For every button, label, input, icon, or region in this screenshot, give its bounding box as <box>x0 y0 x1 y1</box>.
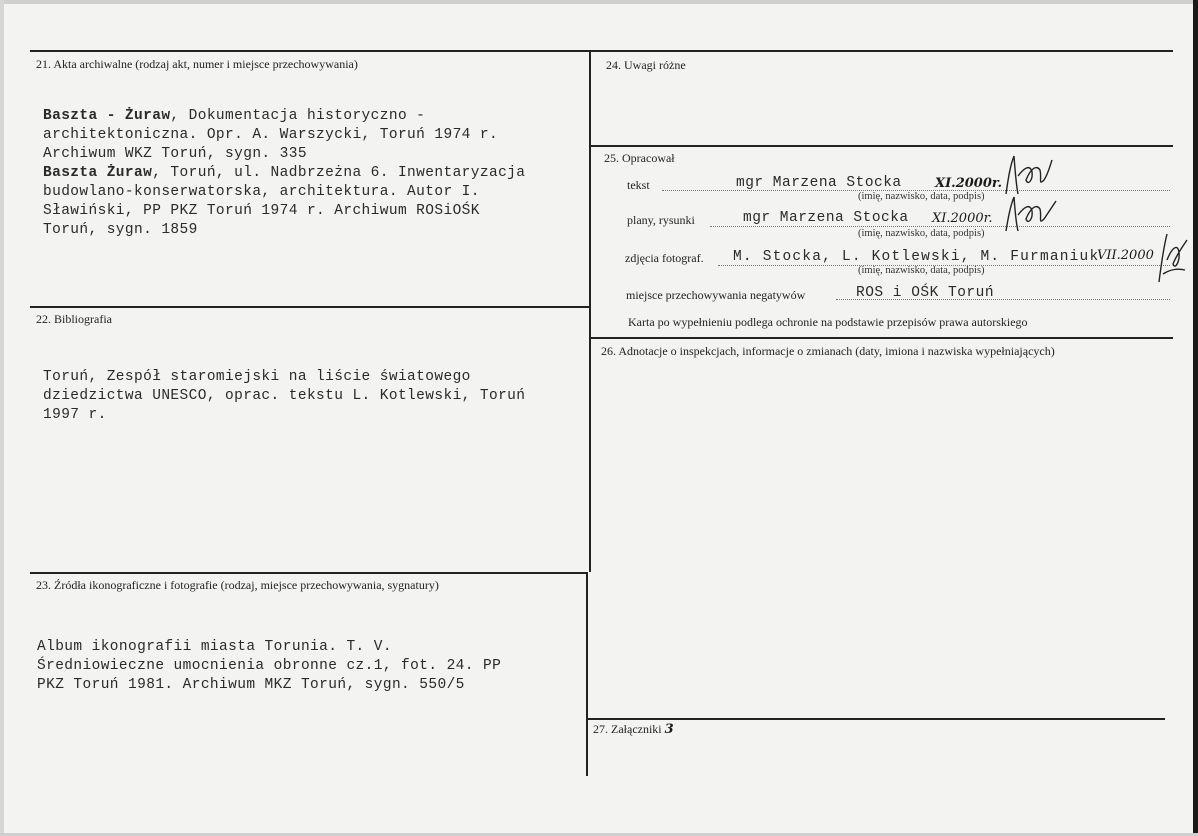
photos-author-hint: (imię, nazwisko, data, podpis) <box>858 265 985 276</box>
rule-24-25 <box>590 145 1173 147</box>
drawings-author-value: mgr Marzena Stocka <box>743 210 909 226</box>
rule-22-23 <box>30 572 588 574</box>
photos-author-value: M. Stocka, L. Kotlewski, M. Furmaniuk <box>733 249 1100 265</box>
signature-3 <box>1155 230 1191 286</box>
archival-entry: Toruń, sygn. 1859 <box>43 222 198 238</box>
rule-26-27 <box>587 718 1165 720</box>
section-22-label: 22. Bibliografia <box>36 312 112 326</box>
drawings-author-label: plany, rysunki <box>627 213 695 227</box>
bibliography-line: Toruń, Zespół staromiejski na liście światowego <box>43 369 471 385</box>
bibliography <box>43 349 525 444</box>
photos-author-date: VII.2000 <box>1097 248 1154 263</box>
source-line: Średniowieczne umocnienia obronne cz.1, fot. 24. PP <box>37 658 502 674</box>
text-author-label: tekst <box>627 178 650 192</box>
page-edge <box>0 0 1198 4</box>
center-divider-lower <box>586 572 588 776</box>
section-24-label: 24. Uwagi różne <box>606 58 686 72</box>
signature-2 <box>1000 193 1060 235</box>
source-line: PKZ Toruń 1981. Archiwum MKZ Toruń, sygn. 550/5 <box>37 677 465 693</box>
text-author-hint: (imię, nazwisko, data, podpis) <box>858 191 985 202</box>
section-25-label: 25. Opracował <box>604 151 675 165</box>
drawings-author-line <box>710 226 1170 227</box>
bibliography-line: dziedzictwa UNESCO, oprac. tekstu L. Kotlewski, Toruń <box>43 388 526 404</box>
source-line: Album ikonografii miasta Torunia. T. V. <box>37 639 392 655</box>
drawings-author-hint: (imię, nazwisko, data, podpis) <box>858 228 985 239</box>
rule-25-26 <box>590 337 1173 339</box>
page-edge <box>0 0 4 836</box>
archival-records <box>43 88 525 259</box>
center-divider <box>589 50 591 572</box>
negatives-location-value: ROS i OŚK Toruń <box>856 285 995 301</box>
rule-21-22 <box>30 306 590 308</box>
section-21-label: 21. Akta archiwalne (rodzaj akt, numer i miejsce przechowywania) <box>36 57 358 71</box>
bibliography-line: 1997 r. <box>43 407 107 423</box>
text-author-date: XI.2000r. <box>935 176 1003 191</box>
negatives-location-label: miejsce przechowywania negatywów <box>626 288 806 302</box>
section-27-label <box>593 722 674 737</box>
archival-entry: Baszta Żuraw, Toruń, ul. Nadbrzeżna 6. Inwentaryzacja <box>43 165 526 181</box>
signature-1 <box>1000 150 1060 198</box>
text-author-value: mgr Marzena Stocka <box>736 175 902 191</box>
iconographic-sources <box>37 619 501 714</box>
archival-entry: budowlano-konserwatorska, architektura. Autor I. <box>43 184 480 200</box>
section-26-label: 26. Adnotacje o inspekcjach, informacje o zmianach (daty, imiona i nazwiska wypełniających) <box>601 344 1055 358</box>
archival-entry: Baszta - Żuraw, Dokumentacja historyczno - <box>43 108 426 124</box>
photos-author-label: zdjęcia fotograf. <box>625 251 704 265</box>
top-rule <box>30 50 1173 52</box>
attachments-count: 3 <box>664 722 674 737</box>
attachments-label: 27. Załączniki <box>593 722 662 736</box>
section-23-label: 23. Źródła ikonograficzne i fotografie (rodzaj, miejsce przechowywania, sygnatury) <box>36 578 439 592</box>
page-edge <box>1193 0 1198 836</box>
archival-entry: Sławiński, PP PKZ Toruń 1974 r. Archiwum ROSiOŚK <box>43 203 480 219</box>
drawings-author-date: XI.2000r. <box>932 211 993 226</box>
archival-entry: Archiwum WKZ Toruń, sygn. 335 <box>43 146 307 162</box>
copyright-note: Karta po wypełnieniu podlega ochronie na podstawie przepisów prawa autorskiego <box>628 315 1028 329</box>
archival-entry: architektoniczna. Opr. A. Warszycki, Toruń 1974 r. <box>43 127 499 143</box>
